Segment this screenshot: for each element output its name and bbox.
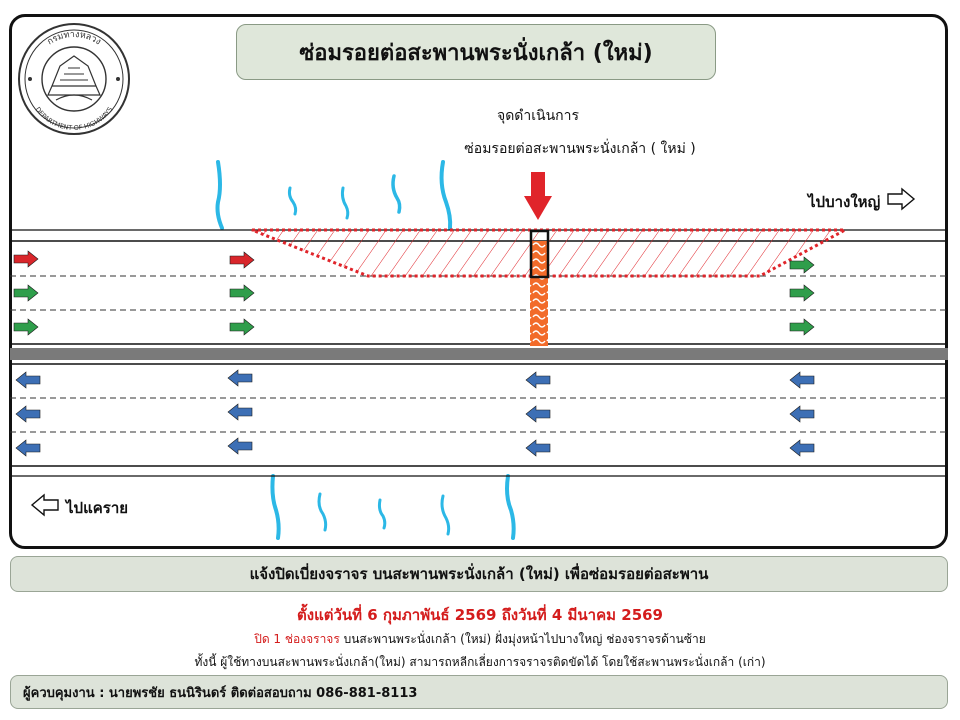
department-of-highways-logo	[19, 24, 129, 134]
right-lane-arrow-icon	[790, 285, 814, 301]
right-lane-arrow-icon	[14, 285, 38, 301]
water-stroke	[272, 476, 278, 538]
contact-text: ผู้ควบคุมงาน : นายพรชัย ธนนิรินดร์ ติดต่อสอบถาม 086-881-8113	[23, 685, 418, 701]
left-lane-arrow-icon	[228, 404, 252, 420]
direction-to-bang-yai	[808, 190, 880, 214]
water-stroke	[289, 188, 295, 214]
right-lane-arrow-icon	[14, 319, 38, 335]
direction-to-khae-rai-text: ไปแคราย	[66, 499, 129, 517]
direction-to-khae-rai	[66, 496, 128, 520]
notice-headline: แจ้งปิดเบี่ยงจราจร บนสะพานพระนั่งเกล้า (ใหม่) เพื่อซ่อมรอยต่อสะพาน	[249, 565, 709, 583]
water-stroke	[393, 176, 400, 212]
left-lane-arrow-icon	[526, 406, 550, 422]
closure-detail-line	[0, 630, 960, 649]
right-hollow-arrow-icon	[888, 189, 914, 209]
right-lane-arrow-icon	[230, 285, 254, 301]
water-stroke	[319, 494, 326, 530]
water-stroke	[379, 500, 384, 528]
logo-top-text: กรมทางหลวง	[45, 29, 103, 48]
closure-dates: ตั้งแต่วันที่ 6 กุมภาพันธ์ 2569 ถึงวันที่ 4 มีนาคม 2569	[297, 606, 663, 624]
work-point-label-line2: ซ่อมรอยต่อสะพานพระนั่งเกล้า ( ใหม่ )	[464, 141, 696, 157]
left-lane-arrow-icon	[526, 372, 550, 388]
left-lane-arrow-icon	[228, 370, 252, 386]
notice-headline-bar	[10, 556, 948, 592]
right-lane-arrow-icon	[230, 319, 254, 335]
logo-bottom-text: DEPARTMENT OF HIGHWAYS	[33, 105, 115, 133]
left-lane-arrow-icon	[16, 406, 40, 422]
merge-lane-arrow-icon	[790, 257, 814, 273]
left-lane-arrow-icon	[16, 440, 40, 456]
expansion-joint	[530, 241, 548, 346]
median	[10, 348, 948, 360]
water-stroke	[442, 162, 451, 228]
closure-highlight: ปิด 1 ช่องจราจร	[254, 632, 340, 646]
work-point-label-line1: จุดดำเนินการ	[496, 108, 580, 124]
left-lane-arrow-icon	[228, 438, 252, 454]
closed-lane-arrow-icon	[230, 252, 254, 268]
water-stroke	[507, 476, 514, 538]
river-water-bottom	[272, 476, 513, 538]
left-lane-arrow-icon	[526, 440, 550, 456]
work-point-arrow	[524, 172, 552, 220]
left-lane-arrow-icon	[790, 440, 814, 456]
water-stroke	[218, 162, 223, 228]
left-hollow-arrow-icon	[32, 495, 58, 515]
alternative-route-line: ทั้งนี้ ผู้ใช้ทางบนสะพานพระนั่งเกล้า(ใหม่) สามารถหลีกเลี่ยงการจราจรติดขัดได้ โดยใช้สะพานพระนั่งเกล้า (เก่า)	[194, 655, 766, 669]
contact-bar	[10, 675, 948, 709]
closed-lane-arrow-icon	[14, 251, 38, 267]
left-lane-arrow-icon	[16, 372, 40, 388]
left-lane-arrow-icon	[790, 406, 814, 422]
page-title-text: ซ่อมรอยต่อสะพานพระนั่งเกล้า (ใหม่)	[299, 40, 653, 66]
direction-to-bang-yai-text: ไปบางใหญ่	[808, 193, 881, 211]
right-lane-arrow-icon	[790, 319, 814, 335]
water-stroke	[442, 496, 449, 534]
page-title	[236, 24, 716, 80]
water-stroke	[342, 188, 347, 218]
river-water-top	[218, 162, 451, 228]
left-lane-arrow-icon	[790, 372, 814, 388]
closure-rest: บนสะพานพระนั่งเกล้า (ใหม่) ฝั่งมุ่งหน้าไปบางใหญ่ ช่องจราจรด้านซ้าย	[339, 632, 706, 646]
